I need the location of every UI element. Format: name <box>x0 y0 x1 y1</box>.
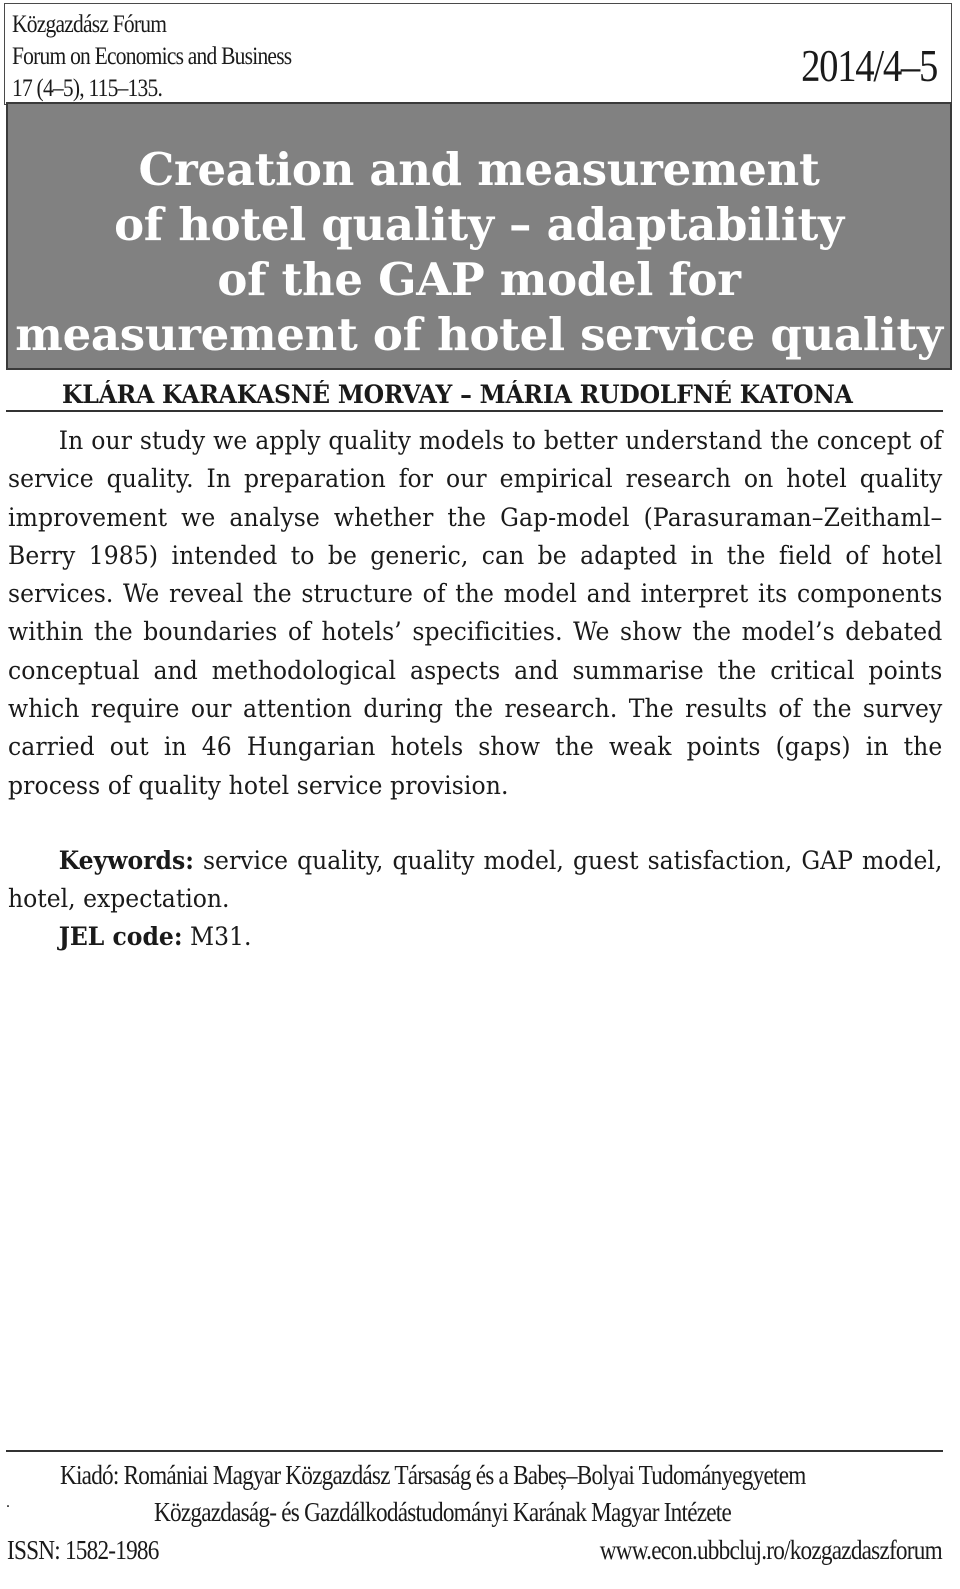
footer-dot: . <box>6 1494 10 1511</box>
publisher-line-1: Kiadó: Romániai Magyar Közgazdász Társaság és a Babeș–Bolyai Tudományegyetem <box>60 1460 806 1490</box>
publisher-line-2: Közgazdaság- és Gazdálkodástudományi Karának Magyar Intézete <box>154 1497 732 1527</box>
journal-header <box>4 3 952 105</box>
title-line: of the GAP model for <box>217 253 741 306</box>
keywords-label: Keywords: <box>58 846 194 875</box>
title-line: measurement of hotel service quality <box>15 308 943 361</box>
abstract: In our study we apply quality models to better understand the concept of service quality. In preparation for our empirical research on hotel quality improvement we analyse whether the Gap-model (Parasuraman–Zeithaml–Berry 1985) intended to be generic, can be adapted in the field of hotel services. We reveal the structure of the model and interpret its components within the boundaries of hotels’ specificities. We show the model’s debated conceptual and methodological aspects and summarise the critical points which require our attention during the research. The results of the survey carried out in 46 Hungarian hotels show the weak points (gaps) in the process of quality hotel service provision. <box>8 426 943 800</box>
journal-url[interactable]: www.econ.ubbcluj.ro/kozgazdaszforum <box>599 1535 942 1565</box>
title-line: of hotel quality – adaptability <box>114 198 844 251</box>
divider <box>6 410 943 412</box>
article-title <box>6 102 952 370</box>
article-authors: KLÁRA KARAKASNÉ MORVAY – MÁRIA RUDOLFNÉ KATONA <box>62 380 853 409</box>
journal-name-hu: Közgazdász Fórum <box>12 11 167 38</box>
jel-text: M31. <box>182 922 252 951</box>
journal-name-en: Forum on Economics and Business <box>12 43 292 70</box>
issn: ISSN: 1582-1986 <box>7 1535 159 1565</box>
jel-label: JEL code: <box>58 922 183 951</box>
title-line: Creation and measurement <box>138 143 820 196</box>
keywords-text: service quality, quality model, guest satisfaction, GAP model, hotel, expectation. <box>8 846 943 913</box>
journal-issue: 2014/4–5 <box>801 41 937 91</box>
divider <box>6 1450 943 1452</box>
journal-citation: 17 (4–5), 115–135. <box>12 75 163 102</box>
keywords <box>8 842 942 918</box>
jel-code <box>8 918 942 956</box>
